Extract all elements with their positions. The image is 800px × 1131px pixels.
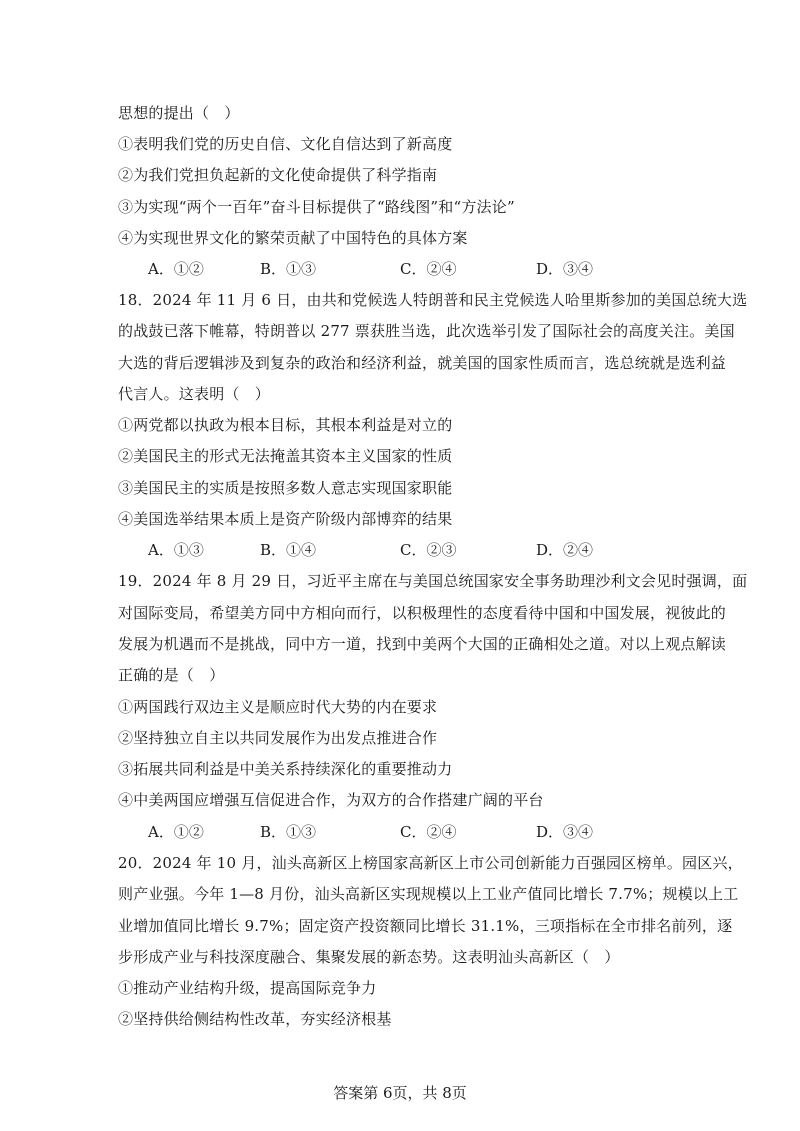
option-line: ②美国民主的形式无法掩盖其资本主义国家的性质 [118, 447, 453, 465]
question-20-stem-line: 则产业强。今年 1—8 月份，汕头高新区实现规模以上工业产值同比增长 7.7%；规模以上工 [118, 885, 739, 903]
option-line: ④中美两国应增强互信促进合作，为双方的合作搭建广阔的平台 [118, 791, 544, 809]
option-line: ③拓展共同利益是中美关系持续深化的重要推动力 [118, 760, 453, 778]
question-stem-line: 思想的提出（ ） [118, 104, 240, 122]
page-footer: 答案第 6页，共 8页 [333, 1084, 467, 1102]
question-18-stem-line: 18．2024 年 11 月 6 日，由共和党候选人特朗普和民主党候选人哈里斯参加的美国总统大选 [118, 291, 748, 309]
option-line: ②为我们党担负起新的文化使命提供了科学指南 [118, 166, 438, 184]
question-19-stem-line: 19．2024 年 8 月 29 日，习近平主席在与美国总统国家安全事务助理沙利文会见时强调，面 [118, 572, 748, 590]
choice-d: D．③④ [536, 823, 594, 841]
option-line: ①推动产业结构升级，提高国际竞争力 [118, 979, 377, 997]
question-19-stem-line: 正确的是（ ） [118, 666, 225, 684]
choice-c: C．②③ [400, 541, 457, 559]
option-line: ③为实现“两个一百年”奋斗目标提供了“路线图”和“方法论” [118, 198, 515, 216]
option-line: ②坚持供给侧结构性改革，夯实经济根基 [118, 1010, 392, 1028]
choice-b: B．①③ [260, 260, 317, 278]
choice-c: C．②④ [400, 260, 457, 278]
choice-d: D．③④ [536, 260, 594, 278]
choice-b: B．①③ [260, 823, 317, 841]
question-18-stem-line: 大选的背后逻辑涉及到复杂的政治和经济利益，就美国的国家性质而言，选总统就是选利益 [118, 354, 727, 372]
question-19-stem-line: 发展为机遇而不是挑战，同中方一道，找到中美两个大国的正确相处之道。对以上观点解读 [118, 635, 727, 653]
choice-d: D．②④ [536, 541, 594, 559]
question-19-stem-line: 对国际变局，希望美方同中方相向而行，以积极理性的态度看待中国和中国发展，视彼此的 [118, 604, 727, 622]
question-20-stem-line: 20．2024 年 10 月，汕头高新区上榜国家高新区上市公司创新能力百强园区榜单。园区兴， [118, 854, 743, 872]
option-line: ①两国践行双边主义是顺应时代大势的内在要求 [118, 698, 438, 716]
choice-a: A．①② [148, 823, 204, 841]
option-line: ④美国选举结果本质上是资产阶级内部博弈的结果 [118, 510, 453, 528]
question-18-stem-line: 的战鼓已落下帷幕，特朗普以 277 票获胜当选，此次选举引发了国际社会的高度关注。美国 [118, 322, 735, 340]
question-18-stem-line: 代言人。这表明（ ） [118, 385, 271, 403]
question-20-stem-line: 步形成产业与科技深度融合、集聚发展的新态势。这表明汕头高新区（ ） [118, 948, 620, 966]
choice-c: C．②④ [400, 823, 457, 841]
question-20-stem-line: 业增加值同比增长 9.7%；固定资产投资额同比增长 31.1%，三项指标在全市排名前列，逐 [118, 917, 733, 935]
option-line: ①两党都以执政为根本目标，其根本利益是对立的 [118, 416, 453, 434]
choice-a: A．①② [148, 260, 204, 278]
choice-a: A．①③ [148, 541, 204, 559]
option-line: ③美国民主的实质是按照多数人意志实现国家职能 [118, 479, 453, 497]
option-line: ①表明我们党的历史自信、文化自信达到了新高度 [118, 135, 453, 153]
option-line: ②坚持独立自主以共同发展作为出发点推进合作 [118, 729, 438, 747]
option-line: ④为实现世界文化的繁荣贡献了中国特色的具体方案 [118, 229, 468, 247]
choice-b: B．①④ [260, 541, 317, 559]
